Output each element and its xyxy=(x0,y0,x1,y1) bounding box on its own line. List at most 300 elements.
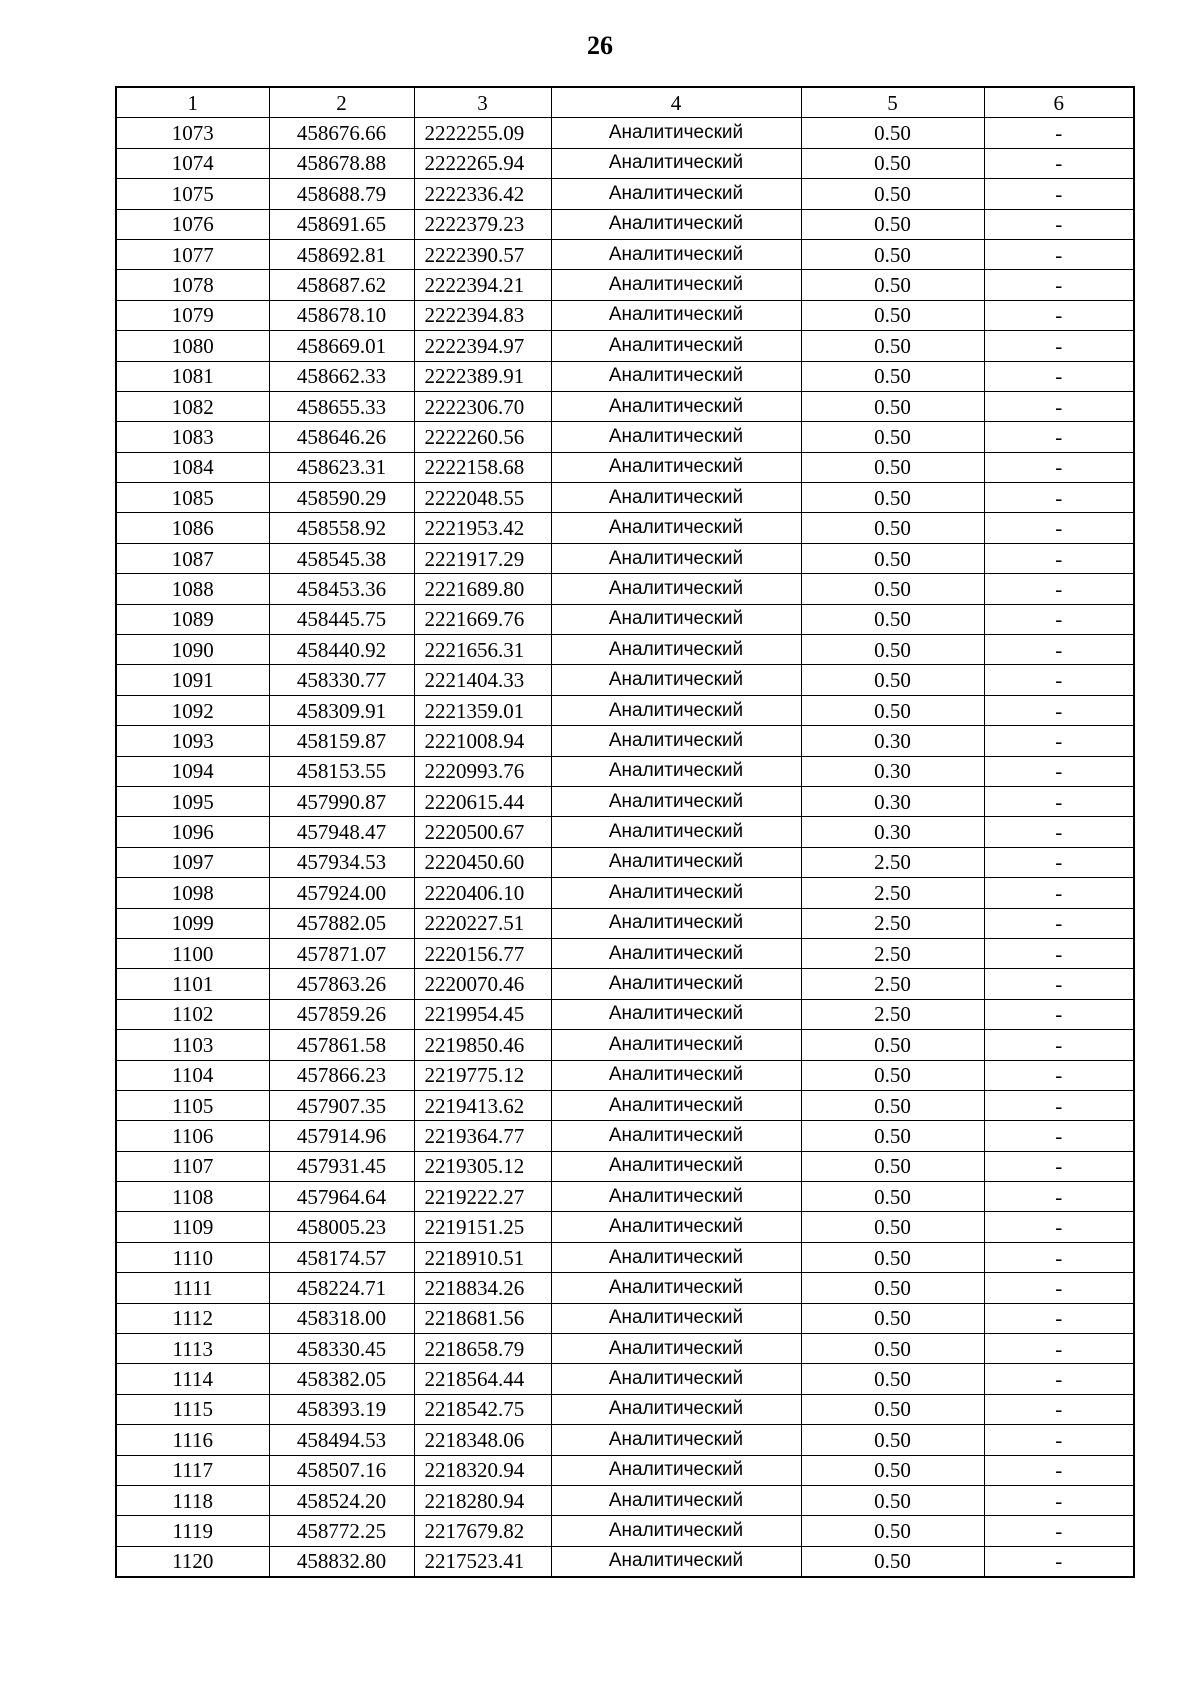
cell-note: - xyxy=(984,300,1134,330)
cell-coordinate-y: 2222379.23 xyxy=(414,209,551,239)
cell-accuracy: 0.50 xyxy=(801,1060,984,1090)
cell-note: - xyxy=(984,270,1134,300)
table-row xyxy=(116,695,1134,725)
cell-point-number: 1089 xyxy=(116,604,269,634)
table-header-row xyxy=(116,87,1134,118)
cell-accuracy: 0.50 xyxy=(801,422,984,452)
cell-note: - xyxy=(984,1121,1134,1151)
cell-note: - xyxy=(984,483,1134,513)
cell-note: - xyxy=(984,331,1134,361)
cell-point-number: 1095 xyxy=(116,786,269,816)
table-row xyxy=(116,118,1134,148)
table-row xyxy=(116,1212,1134,1242)
cell-coordinate-y: 2222389.91 xyxy=(414,361,551,391)
cell-note: - xyxy=(984,756,1134,786)
cell-coordinate-x: 457871.07 xyxy=(269,938,414,968)
cell-coordinate-y: 2219413.62 xyxy=(414,1090,551,1120)
cell-note: - xyxy=(984,209,1134,239)
table-row xyxy=(116,969,1134,999)
cell-accuracy: 0.50 xyxy=(801,1121,984,1151)
table-row xyxy=(116,999,1134,1029)
cell-coordinate-y: 2222260.56 xyxy=(414,422,551,452)
cell-coordinate-x: 458688.79 xyxy=(269,179,414,209)
cell-point-number: 1103 xyxy=(116,1030,269,1060)
coordinates-table xyxy=(115,86,1135,1578)
cell-method: Аналитический xyxy=(551,1030,801,1060)
cell-note: - xyxy=(984,1334,1134,1364)
cell-accuracy: 2.50 xyxy=(801,969,984,999)
table-row xyxy=(116,1151,1134,1181)
cell-coordinate-x: 458318.00 xyxy=(269,1303,414,1333)
cell-accuracy: 0.50 xyxy=(801,1030,984,1060)
cell-note: - xyxy=(984,1060,1134,1090)
cell-note: - xyxy=(984,969,1134,999)
cell-coordinate-x: 457882.05 xyxy=(269,908,414,938)
table-row xyxy=(116,635,1134,665)
cell-note: - xyxy=(984,1546,1134,1577)
cell-coordinate-y: 2218320.94 xyxy=(414,1455,551,1485)
cell-coordinate-x: 458524.20 xyxy=(269,1485,414,1515)
column-header-2: 2 xyxy=(269,87,414,118)
cell-coordinate-y: 2220615.44 xyxy=(414,786,551,816)
cell-coordinate-y: 2222158.68 xyxy=(414,452,551,482)
cell-method: Аналитический xyxy=(551,270,801,300)
cell-method: Аналитический xyxy=(551,726,801,756)
cell-note: - xyxy=(984,1182,1134,1212)
cell-note: - xyxy=(984,635,1134,665)
cell-point-number: 1104 xyxy=(116,1060,269,1090)
cell-note: - xyxy=(984,817,1134,847)
cell-coordinate-x: 458507.16 xyxy=(269,1455,414,1485)
cell-coordinate-x: 458687.62 xyxy=(269,270,414,300)
cell-point-number: 1088 xyxy=(116,574,269,604)
cell-accuracy: 0.50 xyxy=(801,483,984,513)
cell-coordinate-y: 2218280.94 xyxy=(414,1485,551,1515)
cell-point-number: 1076 xyxy=(116,209,269,239)
table-row xyxy=(116,543,1134,573)
cell-coordinate-x: 457866.23 xyxy=(269,1060,414,1090)
cell-point-number: 1077 xyxy=(116,239,269,269)
cell-coordinate-x: 457934.53 xyxy=(269,847,414,877)
table-row xyxy=(116,817,1134,847)
cell-method: Аналитический xyxy=(551,1455,801,1485)
cell-point-number: 1108 xyxy=(116,1182,269,1212)
cell-coordinate-y: 2217523.41 xyxy=(414,1546,551,1577)
cell-point-number: 1074 xyxy=(116,148,269,178)
cell-coordinate-x: 458623.31 xyxy=(269,452,414,482)
column-header-4: 4 xyxy=(551,87,801,118)
table-row xyxy=(116,452,1134,482)
cell-method: Аналитический xyxy=(551,878,801,908)
cell-coordinate-y: 2221917.29 xyxy=(414,543,551,573)
cell-point-number: 1094 xyxy=(116,756,269,786)
cell-coordinate-y: 2218542.75 xyxy=(414,1394,551,1424)
cell-method: Аналитический xyxy=(551,847,801,877)
cell-method: Аналитический xyxy=(551,1273,801,1303)
cell-method: Аналитический xyxy=(551,391,801,421)
cell-method: Аналитический xyxy=(551,969,801,999)
cell-coordinate-x: 458174.57 xyxy=(269,1242,414,1272)
cell-point-number: 1110 xyxy=(116,1242,269,1272)
cell-point-number: 1083 xyxy=(116,422,269,452)
cell-method: Аналитический xyxy=(551,695,801,725)
cell-coordinate-y: 2222336.42 xyxy=(414,179,551,209)
cell-accuracy: 0.50 xyxy=(801,1273,984,1303)
cell-coordinate-y: 2221404.33 xyxy=(414,665,551,695)
cell-note: - xyxy=(984,574,1134,604)
table-row xyxy=(116,908,1134,938)
cell-coordinate-x: 458382.05 xyxy=(269,1364,414,1394)
table-row xyxy=(116,513,1134,543)
cell-accuracy: 0.50 xyxy=(801,1546,984,1577)
table-row xyxy=(116,1394,1134,1424)
table-row xyxy=(116,878,1134,908)
cell-coordinate-y: 2219954.45 xyxy=(414,999,551,1029)
cell-coordinate-x: 458309.91 xyxy=(269,695,414,725)
cell-accuracy: 0.50 xyxy=(801,1090,984,1120)
cell-accuracy: 0.50 xyxy=(801,513,984,543)
table-row xyxy=(116,148,1134,178)
cell-point-number: 1096 xyxy=(116,817,269,847)
cell-point-number: 1112 xyxy=(116,1303,269,1333)
cell-point-number: 1082 xyxy=(116,391,269,421)
cell-coordinate-y: 2222394.21 xyxy=(414,270,551,300)
cell-coordinate-x: 457964.64 xyxy=(269,1182,414,1212)
cell-point-number: 1101 xyxy=(116,969,269,999)
cell-method: Аналитический xyxy=(551,422,801,452)
cell-method: Аналитический xyxy=(551,1182,801,1212)
cell-coordinate-y: 2218348.06 xyxy=(414,1425,551,1455)
cell-method: Аналитический xyxy=(551,361,801,391)
cell-accuracy: 0.50 xyxy=(801,574,984,604)
cell-point-number: 1116 xyxy=(116,1425,269,1455)
cell-accuracy: 0.50 xyxy=(801,452,984,482)
cell-note: - xyxy=(984,391,1134,421)
cell-coordinate-y: 2219850.46 xyxy=(414,1030,551,1060)
table-row xyxy=(116,1334,1134,1364)
table-row xyxy=(116,422,1134,452)
cell-accuracy: 0.50 xyxy=(801,270,984,300)
table-row xyxy=(116,1485,1134,1515)
table-row xyxy=(116,179,1134,209)
cell-accuracy: 0.50 xyxy=(801,209,984,239)
cell-coordinate-y: 2220156.77 xyxy=(414,938,551,968)
cell-accuracy: 2.50 xyxy=(801,878,984,908)
cell-coordinate-y: 2221689.80 xyxy=(414,574,551,604)
cell-note: - xyxy=(984,1090,1134,1120)
column-header-5: 5 xyxy=(801,87,984,118)
cell-note: - xyxy=(984,543,1134,573)
cell-coordinate-x: 458676.66 xyxy=(269,118,414,148)
cell-coordinate-x: 458494.53 xyxy=(269,1425,414,1455)
cell-accuracy: 0.30 xyxy=(801,756,984,786)
cell-coordinate-x: 457861.58 xyxy=(269,1030,414,1060)
cell-coordinate-x: 458159.87 xyxy=(269,726,414,756)
table-row xyxy=(116,1121,1134,1151)
cell-coordinate-y: 2218564.44 xyxy=(414,1364,551,1394)
cell-point-number: 1119 xyxy=(116,1516,269,1546)
cell-accuracy: 0.50 xyxy=(801,1425,984,1455)
cell-coordinate-x: 457907.35 xyxy=(269,1090,414,1120)
table-row xyxy=(116,361,1134,391)
cell-method: Аналитический xyxy=(551,331,801,361)
cell-point-number: 1105 xyxy=(116,1090,269,1120)
cell-method: Аналитический xyxy=(551,179,801,209)
table-row xyxy=(116,331,1134,361)
cell-method: Аналитический xyxy=(551,1546,801,1577)
cell-note: - xyxy=(984,179,1134,209)
cell-coordinate-x: 458558.92 xyxy=(269,513,414,543)
cell-method: Аналитический xyxy=(551,1212,801,1242)
cell-coordinate-y: 2218834.26 xyxy=(414,1273,551,1303)
page-number: 26 xyxy=(587,31,613,60)
cell-coordinate-y: 2222390.57 xyxy=(414,239,551,269)
cell-coordinate-y: 2220406.10 xyxy=(414,878,551,908)
cell-accuracy: 0.30 xyxy=(801,817,984,847)
cell-accuracy: 0.50 xyxy=(801,239,984,269)
cell-method: Аналитический xyxy=(551,1242,801,1272)
cell-coordinate-x: 457990.87 xyxy=(269,786,414,816)
cell-point-number: 1098 xyxy=(116,878,269,908)
cell-method: Аналитический xyxy=(551,543,801,573)
table-row xyxy=(116,574,1134,604)
cell-point-number: 1099 xyxy=(116,908,269,938)
cell-note: - xyxy=(984,361,1134,391)
table-row xyxy=(116,209,1134,239)
cell-coordinate-x: 458692.81 xyxy=(269,239,414,269)
cell-accuracy: 0.50 xyxy=(801,1334,984,1364)
cell-coordinate-x: 457948.47 xyxy=(269,817,414,847)
cell-accuracy: 0.30 xyxy=(801,726,984,756)
cell-accuracy: 0.50 xyxy=(801,604,984,634)
cell-method: Аналитический xyxy=(551,1090,801,1120)
cell-coordinate-x: 458678.88 xyxy=(269,148,414,178)
cell-note: - xyxy=(984,513,1134,543)
cell-method: Аналитический xyxy=(551,786,801,816)
cell-point-number: 1107 xyxy=(116,1151,269,1181)
cell-note: - xyxy=(984,1394,1134,1424)
table-row xyxy=(116,1060,1134,1090)
cell-method: Аналитический xyxy=(551,756,801,786)
cell-coordinate-x: 458655.33 xyxy=(269,391,414,421)
cell-coordinate-y: 2222048.55 xyxy=(414,483,551,513)
cell-note: - xyxy=(984,1425,1134,1455)
cell-coordinate-y: 2221008.94 xyxy=(414,726,551,756)
cell-coordinate-x: 457914.96 xyxy=(269,1121,414,1151)
cell-note: - xyxy=(984,999,1134,1029)
cell-coordinate-y: 2219775.12 xyxy=(414,1060,551,1090)
cell-coordinate-y: 2219151.25 xyxy=(414,1212,551,1242)
cell-point-number: 1100 xyxy=(116,938,269,968)
cell-method: Аналитический xyxy=(551,483,801,513)
cell-method: Аналитический xyxy=(551,1334,801,1364)
cell-point-number: 1111 xyxy=(116,1273,269,1303)
cell-method: Аналитический xyxy=(551,665,801,695)
cell-coordinate-y: 2221669.76 xyxy=(414,604,551,634)
cell-coordinate-y: 2218658.79 xyxy=(414,1334,551,1364)
cell-accuracy: 0.50 xyxy=(801,1455,984,1485)
cell-method: Аналитический xyxy=(551,817,801,847)
cell-coordinate-y: 2219364.77 xyxy=(414,1121,551,1151)
table-row xyxy=(116,1546,1134,1577)
cell-method: Аналитический xyxy=(551,300,801,330)
cell-method: Аналитический xyxy=(551,513,801,543)
cell-coordinate-x: 458662.33 xyxy=(269,361,414,391)
cell-accuracy: 0.50 xyxy=(801,1516,984,1546)
cell-method: Аналитический xyxy=(551,1394,801,1424)
cell-point-number: 1079 xyxy=(116,300,269,330)
cell-coordinate-x: 458646.26 xyxy=(269,422,414,452)
cell-coordinate-y: 2220227.51 xyxy=(414,908,551,938)
cell-point-number: 1114 xyxy=(116,1364,269,1394)
table-row xyxy=(116,391,1134,421)
cell-point-number: 1085 xyxy=(116,483,269,513)
cell-coordinate-y: 2221359.01 xyxy=(414,695,551,725)
cell-coordinate-y: 2220993.76 xyxy=(414,756,551,786)
cell-accuracy: 0.30 xyxy=(801,786,984,816)
cell-coordinate-y: 2218681.56 xyxy=(414,1303,551,1333)
cell-accuracy: 0.50 xyxy=(801,543,984,573)
cell-coordinate-x: 458330.45 xyxy=(269,1334,414,1364)
table-row xyxy=(116,604,1134,634)
cell-method: Аналитический xyxy=(551,452,801,482)
cell-accuracy: 2.50 xyxy=(801,938,984,968)
cell-accuracy: 0.50 xyxy=(801,1242,984,1272)
cell-coordinate-x: 458440.92 xyxy=(269,635,414,665)
cell-point-number: 1092 xyxy=(116,695,269,725)
table-row xyxy=(116,270,1134,300)
cell-note: - xyxy=(984,239,1134,269)
cell-method: Аналитический xyxy=(551,1121,801,1151)
cell-method: Аналитический xyxy=(551,209,801,239)
cell-method: Аналитический xyxy=(551,604,801,634)
table-row xyxy=(116,239,1134,269)
cell-point-number: 1120 xyxy=(116,1546,269,1577)
cell-coordinate-x: 458545.38 xyxy=(269,543,414,573)
cell-method: Аналитический xyxy=(551,999,801,1029)
cell-point-number: 1081 xyxy=(116,361,269,391)
cell-coordinate-y: 2219305.12 xyxy=(414,1151,551,1181)
cell-accuracy: 0.50 xyxy=(801,1485,984,1515)
cell-coordinate-x: 458691.65 xyxy=(269,209,414,239)
cell-method: Аналитический xyxy=(551,118,801,148)
cell-method: Аналитический xyxy=(551,1060,801,1090)
cell-coordinate-x: 458832.80 xyxy=(269,1546,414,1577)
cell-note: - xyxy=(984,847,1134,877)
cell-note: - xyxy=(984,1151,1134,1181)
table-row xyxy=(116,1273,1134,1303)
cell-note: - xyxy=(984,1516,1134,1546)
table-row xyxy=(116,847,1134,877)
cell-coordinate-y: 2221656.31 xyxy=(414,635,551,665)
cell-point-number: 1091 xyxy=(116,665,269,695)
cell-point-number: 1080 xyxy=(116,331,269,361)
cell-coordinate-x: 458393.19 xyxy=(269,1394,414,1424)
cell-method: Аналитический xyxy=(551,148,801,178)
cell-coordinate-y: 2218910.51 xyxy=(414,1242,551,1272)
cell-point-number: 1113 xyxy=(116,1334,269,1364)
cell-point-number: 1117 xyxy=(116,1455,269,1485)
cell-note: - xyxy=(984,878,1134,908)
cell-point-number: 1073 xyxy=(116,118,269,148)
cell-point-number: 1090 xyxy=(116,635,269,665)
cell-coordinate-x: 458005.23 xyxy=(269,1212,414,1242)
table-row xyxy=(116,756,1134,786)
cell-note: - xyxy=(984,665,1134,695)
cell-note: - xyxy=(984,604,1134,634)
cell-accuracy: 0.50 xyxy=(801,118,984,148)
table-row xyxy=(116,1516,1134,1546)
cell-note: - xyxy=(984,148,1134,178)
cell-accuracy: 0.50 xyxy=(801,1364,984,1394)
cell-coordinate-x: 458330.77 xyxy=(269,665,414,695)
cell-accuracy: 0.50 xyxy=(801,391,984,421)
cell-accuracy: 2.50 xyxy=(801,999,984,1029)
cell-note: - xyxy=(984,726,1134,756)
cell-note: - xyxy=(984,786,1134,816)
table-row xyxy=(116,1364,1134,1394)
cell-accuracy: 0.50 xyxy=(801,665,984,695)
cell-note: - xyxy=(984,1212,1134,1242)
cell-note: - xyxy=(984,118,1134,148)
table-row xyxy=(116,1242,1134,1272)
cell-coordinate-y: 2222394.83 xyxy=(414,300,551,330)
cell-accuracy: 0.50 xyxy=(801,635,984,665)
cell-point-number: 1102 xyxy=(116,999,269,1029)
cell-point-number: 1093 xyxy=(116,726,269,756)
cell-method: Аналитический xyxy=(551,1364,801,1394)
cell-note: - xyxy=(984,1364,1134,1394)
table-row xyxy=(116,1425,1134,1455)
cell-method: Аналитический xyxy=(551,239,801,269)
cell-coordinate-y: 2222306.70 xyxy=(414,391,551,421)
cell-coordinate-y: 2221953.42 xyxy=(414,513,551,543)
cell-coordinate-x: 457859.26 xyxy=(269,999,414,1029)
cell-coordinate-y: 2219222.27 xyxy=(414,1182,551,1212)
cell-accuracy: 0.50 xyxy=(801,331,984,361)
cell-coordinate-x: 458772.25 xyxy=(269,1516,414,1546)
cell-note: - xyxy=(984,908,1134,938)
cell-method: Аналитический xyxy=(551,908,801,938)
table-row xyxy=(116,483,1134,513)
cell-note: - xyxy=(984,1030,1134,1060)
table-row xyxy=(116,1090,1134,1120)
cell-coordinate-x: 458669.01 xyxy=(269,331,414,361)
cell-coordinate-x: 457924.00 xyxy=(269,878,414,908)
table-row xyxy=(116,665,1134,695)
cell-note: - xyxy=(984,1303,1134,1333)
cell-point-number: 1109 xyxy=(116,1212,269,1242)
cell-method: Аналитический xyxy=(551,1425,801,1455)
cell-method: Аналитический xyxy=(551,1303,801,1333)
cell-coordinate-x: 458678.10 xyxy=(269,300,414,330)
column-header-1: 1 xyxy=(116,87,269,118)
cell-point-number: 1084 xyxy=(116,452,269,482)
cell-accuracy: 0.50 xyxy=(801,300,984,330)
cell-coordinate-x: 457863.26 xyxy=(269,969,414,999)
cell-note: - xyxy=(984,695,1134,725)
cell-coordinate-y: 2222265.94 xyxy=(414,148,551,178)
cell-point-number: 1075 xyxy=(116,179,269,209)
cell-accuracy: 0.50 xyxy=(801,1303,984,1333)
cell-point-number: 1086 xyxy=(116,513,269,543)
cell-coordinate-y: 2220070.46 xyxy=(414,969,551,999)
cell-coordinate-x: 457931.45 xyxy=(269,1151,414,1181)
cell-coordinate-x: 458153.55 xyxy=(269,756,414,786)
table-row xyxy=(116,786,1134,816)
cell-coordinate-y: 2220500.67 xyxy=(414,817,551,847)
cell-method: Аналитический xyxy=(551,938,801,968)
